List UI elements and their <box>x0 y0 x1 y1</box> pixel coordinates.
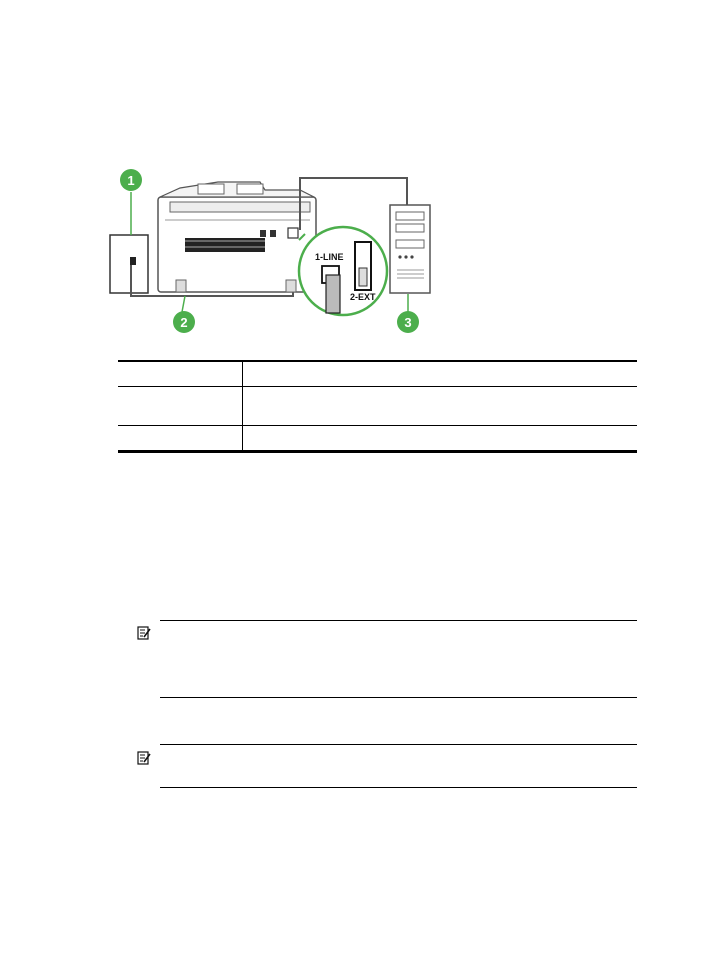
computer-tower <box>390 205 430 293</box>
table-row <box>118 387 637 426</box>
callout-2 <box>173 296 195 333</box>
wall-jack <box>110 235 148 293</box>
port-label-ext: 2-EXT <box>350 292 376 302</box>
connection-diagram <box>100 160 460 345</box>
svg-text:1: 1 <box>127 173 135 188</box>
note-box <box>160 744 637 788</box>
table-cell-number <box>118 426 243 452</box>
callout-1 <box>120 169 142 235</box>
note-icon <box>137 626 151 645</box>
svg-text:3: 3 <box>404 315 412 330</box>
note-icon <box>137 751 151 770</box>
table-row <box>118 426 637 452</box>
table-cell-description <box>243 426 638 452</box>
callout-3 <box>397 294 419 333</box>
port-closeup <box>299 227 387 315</box>
port-label-line: 1-LINE <box>315 252 344 262</box>
table-cell-description <box>243 361 638 387</box>
table-cell-number <box>118 361 243 387</box>
printer-device <box>158 182 316 292</box>
table-cell-number <box>118 387 243 426</box>
table-cell-description <box>243 387 638 426</box>
note-box <box>160 620 637 698</box>
legend-table <box>118 360 637 453</box>
table-row <box>118 361 637 387</box>
svg-text:2: 2 <box>180 315 188 330</box>
